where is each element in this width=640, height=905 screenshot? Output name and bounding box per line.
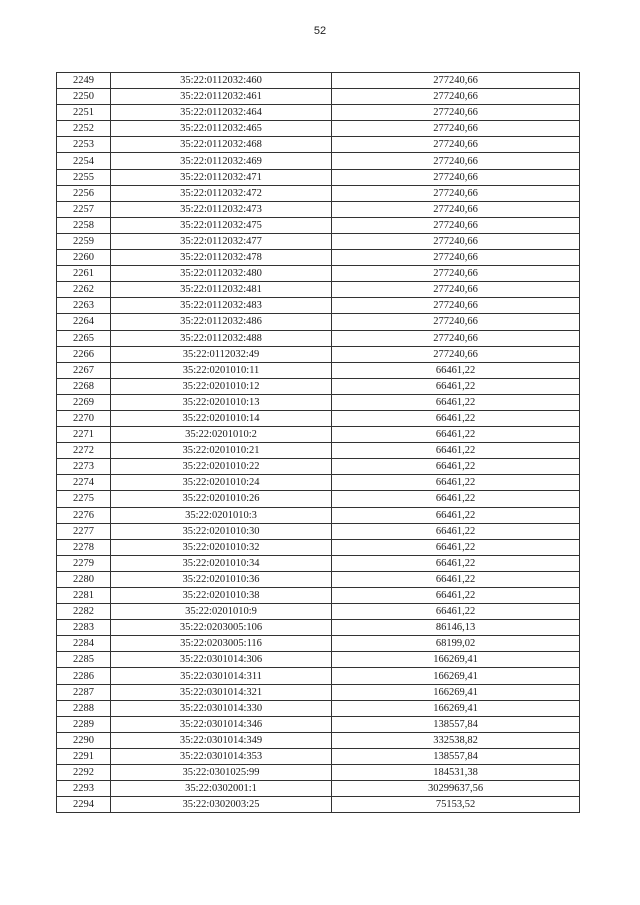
row-number-cell: 2282 bbox=[57, 604, 111, 620]
row-number-cell: 2249 bbox=[57, 73, 111, 89]
table-row bbox=[57, 700, 580, 716]
table-row bbox=[57, 378, 580, 394]
cadastral-value-cell: 66461,22 bbox=[332, 555, 580, 571]
table-row bbox=[57, 571, 580, 587]
cadastral-number-cell: 35:22:0302001:1 bbox=[111, 781, 332, 797]
cadastral-value-table bbox=[56, 72, 580, 813]
cadastral-value-cell: 138557,84 bbox=[332, 716, 580, 732]
cadastral-number-cell: 35:22:0112032:464 bbox=[111, 105, 332, 121]
cadastral-number-cell: 35:22:0112032:461 bbox=[111, 89, 332, 105]
cadastral-number-cell: 35:22:0112032:480 bbox=[111, 266, 332, 282]
cadastral-number-cell: 35:22:0112032:477 bbox=[111, 233, 332, 249]
cadastral-number-cell: 35:22:0112032:49 bbox=[111, 346, 332, 362]
cadastral-number-cell: 35:22:0301025:99 bbox=[111, 765, 332, 781]
table-row bbox=[57, 73, 580, 89]
cadastral-number-cell: 35:22:0201010:12 bbox=[111, 378, 332, 394]
cadastral-value-cell: 277240,66 bbox=[332, 330, 580, 346]
cadastral-value-cell: 277240,66 bbox=[332, 250, 580, 266]
cadastral-value-cell: 277240,66 bbox=[332, 89, 580, 105]
cadastral-value-cell: 166269,41 bbox=[332, 652, 580, 668]
cadastral-value-cell: 166269,41 bbox=[332, 668, 580, 684]
cadastral-number-cell: 35:22:0201010:32 bbox=[111, 539, 332, 555]
row-number-cell: 2264 bbox=[57, 314, 111, 330]
table-row bbox=[57, 89, 580, 105]
table-row bbox=[57, 507, 580, 523]
table-row bbox=[57, 684, 580, 700]
cadastral-number-cell: 35:22:0201010:3 bbox=[111, 507, 332, 523]
table-row bbox=[57, 169, 580, 185]
table-row bbox=[57, 362, 580, 378]
cadastral-value-cell: 184531,38 bbox=[332, 765, 580, 781]
row-number-cell: 2269 bbox=[57, 394, 111, 410]
cadastral-number-cell: 35:22:0301014:311 bbox=[111, 668, 332, 684]
row-number-cell: 2291 bbox=[57, 748, 111, 764]
cadastral-number-cell: 35:22:0112032:469 bbox=[111, 153, 332, 169]
cadastral-number-cell: 35:22:0203005:106 bbox=[111, 620, 332, 636]
table-row bbox=[57, 346, 580, 362]
cadastral-value-cell: 66461,22 bbox=[332, 507, 580, 523]
row-number-cell: 2274 bbox=[57, 475, 111, 491]
page-number: 52 bbox=[313, 25, 327, 37]
cadastral-value-cell: 66461,22 bbox=[332, 491, 580, 507]
table-row bbox=[57, 282, 580, 298]
table-row bbox=[57, 555, 580, 571]
cadastral-number-cell: 35:22:0112032:465 bbox=[111, 121, 332, 137]
table-row bbox=[57, 201, 580, 217]
row-number-cell: 2265 bbox=[57, 330, 111, 346]
cadastral-value-cell: 277240,66 bbox=[332, 105, 580, 121]
cadastral-number-cell: 35:22:0201010:26 bbox=[111, 491, 332, 507]
cadastral-number-cell: 35:22:0301014:330 bbox=[111, 700, 332, 716]
row-number-cell: 2290 bbox=[57, 732, 111, 748]
row-number-cell: 2253 bbox=[57, 137, 111, 153]
row-number-cell: 2280 bbox=[57, 571, 111, 587]
cadastral-value-cell: 277240,66 bbox=[332, 282, 580, 298]
row-number-cell: 2270 bbox=[57, 410, 111, 426]
row-number-cell: 2275 bbox=[57, 491, 111, 507]
cadastral-number-cell: 35:22:0201010:34 bbox=[111, 555, 332, 571]
table-row bbox=[57, 636, 580, 652]
cadastral-value-cell: 66461,22 bbox=[332, 394, 580, 410]
table-row bbox=[57, 781, 580, 797]
cadastral-number-cell: 35:22:0203005:116 bbox=[111, 636, 332, 652]
table-row bbox=[57, 604, 580, 620]
cadastral-number-cell: 35:22:0112032:478 bbox=[111, 250, 332, 266]
cadastral-value-cell: 277240,66 bbox=[332, 185, 580, 201]
table-row bbox=[57, 588, 580, 604]
cadastral-value-cell: 277240,66 bbox=[332, 73, 580, 89]
row-number-cell: 2294 bbox=[57, 797, 111, 813]
cadastral-value-cell: 66461,22 bbox=[332, 539, 580, 555]
table-row bbox=[57, 217, 580, 233]
cadastral-value-cell: 66461,22 bbox=[332, 475, 580, 491]
cadastral-number-cell: 35:22:0112032:468 bbox=[111, 137, 332, 153]
cadastral-number-cell: 35:22:0201010:11 bbox=[111, 362, 332, 378]
row-number-cell: 2266 bbox=[57, 346, 111, 362]
cadastral-value-cell: 66461,22 bbox=[332, 523, 580, 539]
row-number-cell: 2278 bbox=[57, 539, 111, 555]
cadastral-number-cell: 35:22:0201010:14 bbox=[111, 410, 332, 426]
cadastral-value-cell: 138557,84 bbox=[332, 748, 580, 764]
cadastral-value-cell: 66461,22 bbox=[332, 427, 580, 443]
row-number-cell: 2272 bbox=[57, 443, 111, 459]
row-number-cell: 2273 bbox=[57, 459, 111, 475]
cadastral-value-cell: 66461,22 bbox=[332, 362, 580, 378]
cadastral-value-cell: 332538,82 bbox=[332, 732, 580, 748]
cadastral-number-cell: 35:22:0112032:460 bbox=[111, 73, 332, 89]
table-row bbox=[57, 443, 580, 459]
row-number-cell: 2268 bbox=[57, 378, 111, 394]
cadastral-number-cell: 35:22:0201010:36 bbox=[111, 571, 332, 587]
row-number-cell: 2250 bbox=[57, 89, 111, 105]
table-row bbox=[57, 459, 580, 475]
cadastral-value-cell: 277240,66 bbox=[332, 298, 580, 314]
row-number-cell: 2286 bbox=[57, 668, 111, 684]
cadastral-value-cell: 277240,66 bbox=[332, 233, 580, 249]
table-row bbox=[57, 652, 580, 668]
table-row bbox=[57, 668, 580, 684]
row-number-cell: 2258 bbox=[57, 217, 111, 233]
cadastral-number-cell: 35:22:0112032:471 bbox=[111, 169, 332, 185]
cadastral-number-cell: 35:22:0112032:475 bbox=[111, 217, 332, 233]
cadastral-value-cell: 277240,66 bbox=[332, 346, 580, 362]
table-row bbox=[57, 491, 580, 507]
cadastral-value-cell: 30299637,56 bbox=[332, 781, 580, 797]
cadastral-value-cell: 68199,02 bbox=[332, 636, 580, 652]
cadastral-number-cell: 35:22:0112032:483 bbox=[111, 298, 332, 314]
cadastral-number-cell: 35:22:0201010:21 bbox=[111, 443, 332, 459]
table-row bbox=[57, 539, 580, 555]
row-number-cell: 2279 bbox=[57, 555, 111, 571]
row-number-cell: 2293 bbox=[57, 781, 111, 797]
table-row bbox=[57, 748, 580, 764]
row-number-cell: 2271 bbox=[57, 427, 111, 443]
cadastral-value-cell: 277240,66 bbox=[332, 169, 580, 185]
cadastral-value-cell: 277240,66 bbox=[332, 217, 580, 233]
cadastral-number-cell: 35:22:0201010:9 bbox=[111, 604, 332, 620]
cadastral-value-cell: 66461,22 bbox=[332, 604, 580, 620]
row-number-cell: 2287 bbox=[57, 684, 111, 700]
cadastral-number-cell: 35:22:0201010:2 bbox=[111, 427, 332, 443]
table-row bbox=[57, 620, 580, 636]
cadastral-value-cell: 66461,22 bbox=[332, 443, 580, 459]
table-row bbox=[57, 250, 580, 266]
row-number-cell: 2283 bbox=[57, 620, 111, 636]
row-number-cell: 2255 bbox=[57, 169, 111, 185]
row-number-cell: 2285 bbox=[57, 652, 111, 668]
table-row bbox=[57, 137, 580, 153]
cadastral-number-cell: 35:22:0301014:306 bbox=[111, 652, 332, 668]
row-number-cell: 2276 bbox=[57, 507, 111, 523]
cadastral-number-cell: 35:22:0201010:30 bbox=[111, 523, 332, 539]
table-row bbox=[57, 330, 580, 346]
row-number-cell: 2263 bbox=[57, 298, 111, 314]
row-number-cell: 2257 bbox=[57, 201, 111, 217]
cadastral-value-cell: 66461,22 bbox=[332, 378, 580, 394]
cadastral-number-cell: 35:22:0302003:25 bbox=[111, 797, 332, 813]
cadastral-value-cell: 277240,66 bbox=[332, 201, 580, 217]
table-row bbox=[57, 121, 580, 137]
table-row bbox=[57, 716, 580, 732]
row-number-cell: 2252 bbox=[57, 121, 111, 137]
table-row bbox=[57, 394, 580, 410]
cadastral-value-cell: 66461,22 bbox=[332, 410, 580, 426]
cadastral-value-cell: 277240,66 bbox=[332, 137, 580, 153]
row-number-cell: 2267 bbox=[57, 362, 111, 378]
row-number-cell: 2292 bbox=[57, 765, 111, 781]
cadastral-number-cell: 35:22:0112032:481 bbox=[111, 282, 332, 298]
cadastral-value-cell: 277240,66 bbox=[332, 153, 580, 169]
row-number-cell: 2277 bbox=[57, 523, 111, 539]
table-row bbox=[57, 797, 580, 813]
row-number-cell: 2261 bbox=[57, 266, 111, 282]
table-row bbox=[57, 732, 580, 748]
cadastral-value-cell: 66461,22 bbox=[332, 571, 580, 587]
table-row bbox=[57, 765, 580, 781]
row-number-cell: 2284 bbox=[57, 636, 111, 652]
cadastral-value-cell: 166269,41 bbox=[332, 700, 580, 716]
cadastral-number-cell: 35:22:0201010:22 bbox=[111, 459, 332, 475]
table-row bbox=[57, 266, 580, 282]
cadastral-value-cell: 277240,66 bbox=[332, 266, 580, 282]
cadastral-number-cell: 35:22:0201010:13 bbox=[111, 394, 332, 410]
table-row bbox=[57, 298, 580, 314]
table-row bbox=[57, 314, 580, 330]
row-number-cell: 2256 bbox=[57, 185, 111, 201]
row-number-cell: 2259 bbox=[57, 233, 111, 249]
row-number-cell: 2251 bbox=[57, 105, 111, 121]
cadastral-value-cell: 66461,22 bbox=[332, 459, 580, 475]
cadastral-number-cell: 35:22:0112032:486 bbox=[111, 314, 332, 330]
cadastral-value-cell: 277240,66 bbox=[332, 314, 580, 330]
row-number-cell: 2254 bbox=[57, 153, 111, 169]
cadastral-value-cell: 166269,41 bbox=[332, 684, 580, 700]
table-row bbox=[57, 410, 580, 426]
cadastral-number-cell: 35:22:0301014:321 bbox=[111, 684, 332, 700]
table-row bbox=[57, 427, 580, 443]
cadastral-number-cell: 35:22:0201010:24 bbox=[111, 475, 332, 491]
cadastral-value-cell: 86146,13 bbox=[332, 620, 580, 636]
cadastral-value-cell: 75153,52 bbox=[332, 797, 580, 813]
cadastral-number-cell: 35:22:0112032:488 bbox=[111, 330, 332, 346]
table-row bbox=[57, 233, 580, 249]
table-row bbox=[57, 475, 580, 491]
row-number-cell: 2260 bbox=[57, 250, 111, 266]
table-row bbox=[57, 185, 580, 201]
cadastral-number-cell: 35:22:0112032:473 bbox=[111, 201, 332, 217]
row-number-cell: 2288 bbox=[57, 700, 111, 716]
cadastral-value-cell: 66461,22 bbox=[332, 588, 580, 604]
cadastral-number-cell: 35:22:0301014:346 bbox=[111, 716, 332, 732]
row-number-cell: 2262 bbox=[57, 282, 111, 298]
cadastral-value-cell: 277240,66 bbox=[332, 121, 580, 137]
row-number-cell: 2281 bbox=[57, 588, 111, 604]
table-body bbox=[57, 73, 580, 813]
table-row bbox=[57, 105, 580, 121]
cadastral-number-cell: 35:22:0301014:353 bbox=[111, 748, 332, 764]
table-row bbox=[57, 153, 580, 169]
cadastral-number-cell: 35:22:0201010:38 bbox=[111, 588, 332, 604]
cadastral-number-cell: 35:22:0112032:472 bbox=[111, 185, 332, 201]
row-number-cell: 2289 bbox=[57, 716, 111, 732]
table-row bbox=[57, 523, 580, 539]
cadastral-number-cell: 35:22:0301014:349 bbox=[111, 732, 332, 748]
